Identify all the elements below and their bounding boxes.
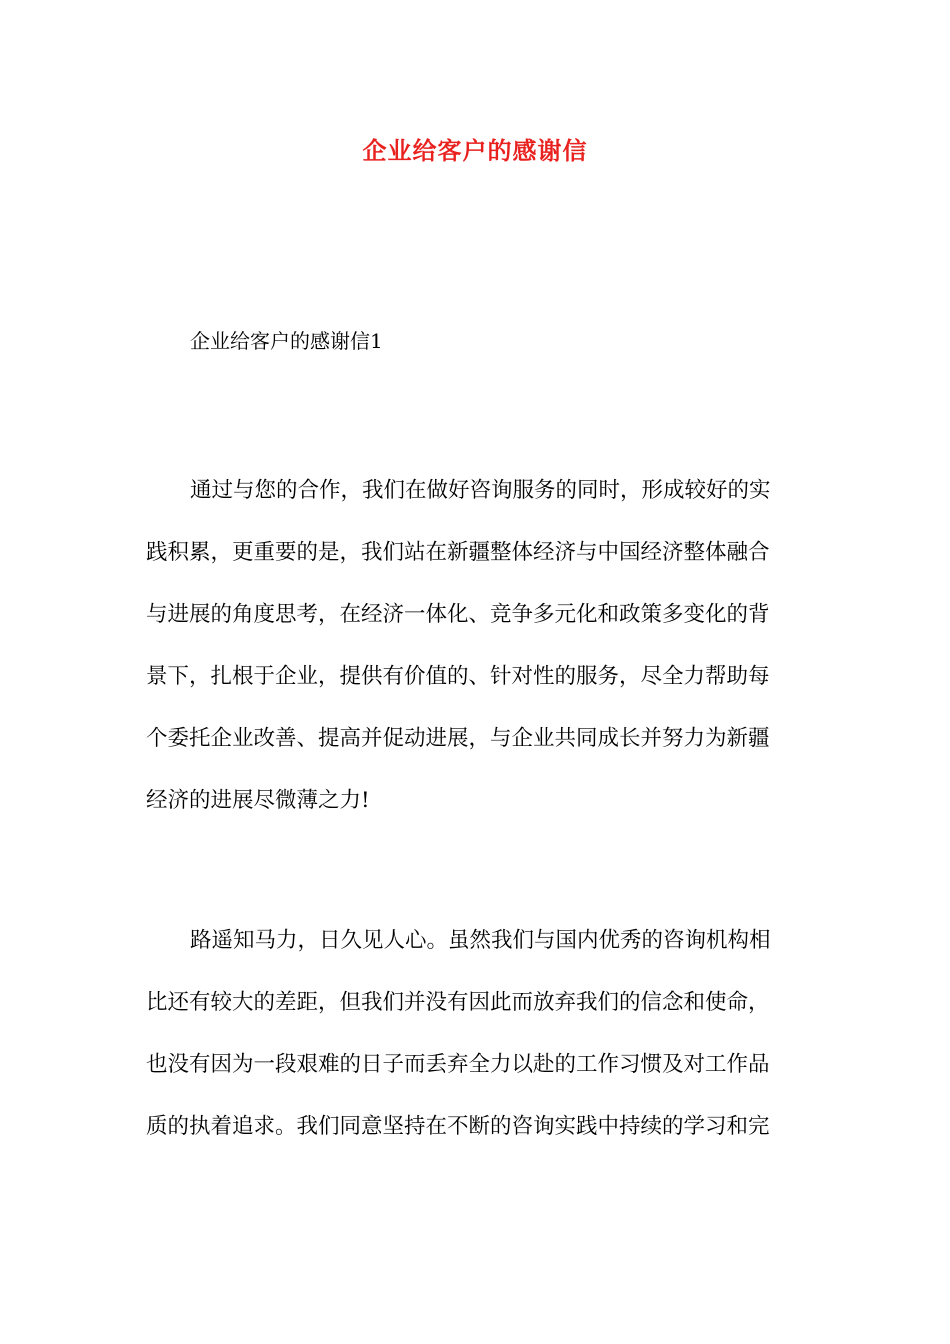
paragraph-line: 也没有因为一段艰难的日子而丢弃全力以赴的工作习惯及对工作品 [146, 1052, 770, 1077]
paragraph-line: 路遥知马力，日久见人心。虽然我们与国内优秀的咨询机构相 [190, 928, 771, 953]
paragraph-line: 质的执着追求。我们同意坚持在不断的咨询实践中持续的学习和完 [146, 1114, 770, 1139]
paragraph-line: 个委托企业改善、提高并促动进展，与企业共同成长并努力为新疆 [146, 726, 770, 751]
paragraph-line: 景下，扎根于企业，提供有价值的、针对性的服务，尽全力帮助每 [146, 664, 770, 689]
paragraph-line: 践积累，更重要的是，我们站在新疆整体经济与中国经济整体融合 [146, 540, 770, 565]
paragraph-line: 通过与您的合作，我们在做好咨询服务的同时，形成较好的实 [190, 478, 771, 503]
document-title: 企业给客户的感谢信 [362, 136, 588, 165]
paragraph-line: 与进展的角度思考，在经济一体化、竞争多元化和政策多变化的背 [146, 602, 770, 627]
paragraph-line: 比还有较大的差距，但我们并没有因此而放弃我们的信念和使命， [146, 990, 770, 1015]
paragraph-1 [146, 460, 826, 832]
paragraph-line: 经济的进展尽微薄之力! [146, 788, 370, 813]
letter-subheading: 企业给客户的感谢信1 [190, 329, 383, 353]
paragraph-2 [146, 910, 826, 1158]
